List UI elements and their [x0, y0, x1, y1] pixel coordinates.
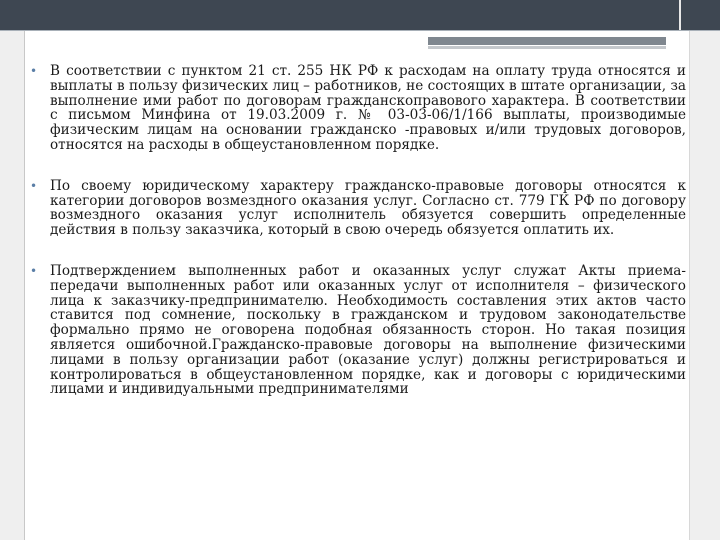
bullet-paragraph — [26, 64, 686, 153]
decorative-bar-thin — [428, 46, 666, 49]
bullet-paragraph — [26, 264, 686, 397]
slide-body — [26, 64, 686, 397]
title-band — [0, 0, 720, 30]
bullet-icon: • — [30, 178, 38, 193]
bullet-icon: • — [30, 263, 38, 278]
bullet-text: Подтверждением выполненных работ и оказанных услуг служат Акты приема-передачи выполненных работ или оказанных услуг от исполнителя – физического лица к заказчику-предпринимателю. Необходимость составления этих актов часто ставится под сомнение, поскольку в гражданском и трудовом законодательстве формально прямо не оговорена подобная обязанность сторон. Но такая позиция является ошибочной.Гражданско-правовые договоры на выполнение физическими лицами в пользу организации работ (оказание услуг) должны регистрироваться и контролироваться в общеустановленном порядке, как и договоры с юридическими лицами и индивидуальными предпринимателями — [50, 262, 686, 398]
title-band-divider — [679, 0, 681, 30]
bullet-paragraph — [26, 179, 686, 238]
decorative-bar — [428, 37, 666, 45]
title-band-accent — [0, 30, 720, 31]
bullet-text: По своему юридическому характеру гражданско-правовые договоры относятся к категории договоров возмездного оказания услуг. Согласно ст. 779 ГК РФ по договору возмездного оказания услуг исполнитель обязуется совершить определенные действия в пользу заказчика, который в свою очередь обязуется оплатить их. — [50, 177, 686, 239]
bullet-icon: • — [30, 64, 38, 78]
bullet-text: В соответствии с пунктом 21 ст. 255 НК РФ к расходам на оплату труда относятся и выплаты в пользу физических лиц – работников, не состоящих в штате организации, за выполнение ими работ по договорам гражданскоправового характера. В соответствии с письмом Минфина от 19.03.2009 г. № 03-03-06/1/166 выплаты, производимые физическим лицам на основании гражданско -правовых и/или трудовых договоров, относятся на расходы в общеустановленном порядке. — [50, 63, 686, 153]
